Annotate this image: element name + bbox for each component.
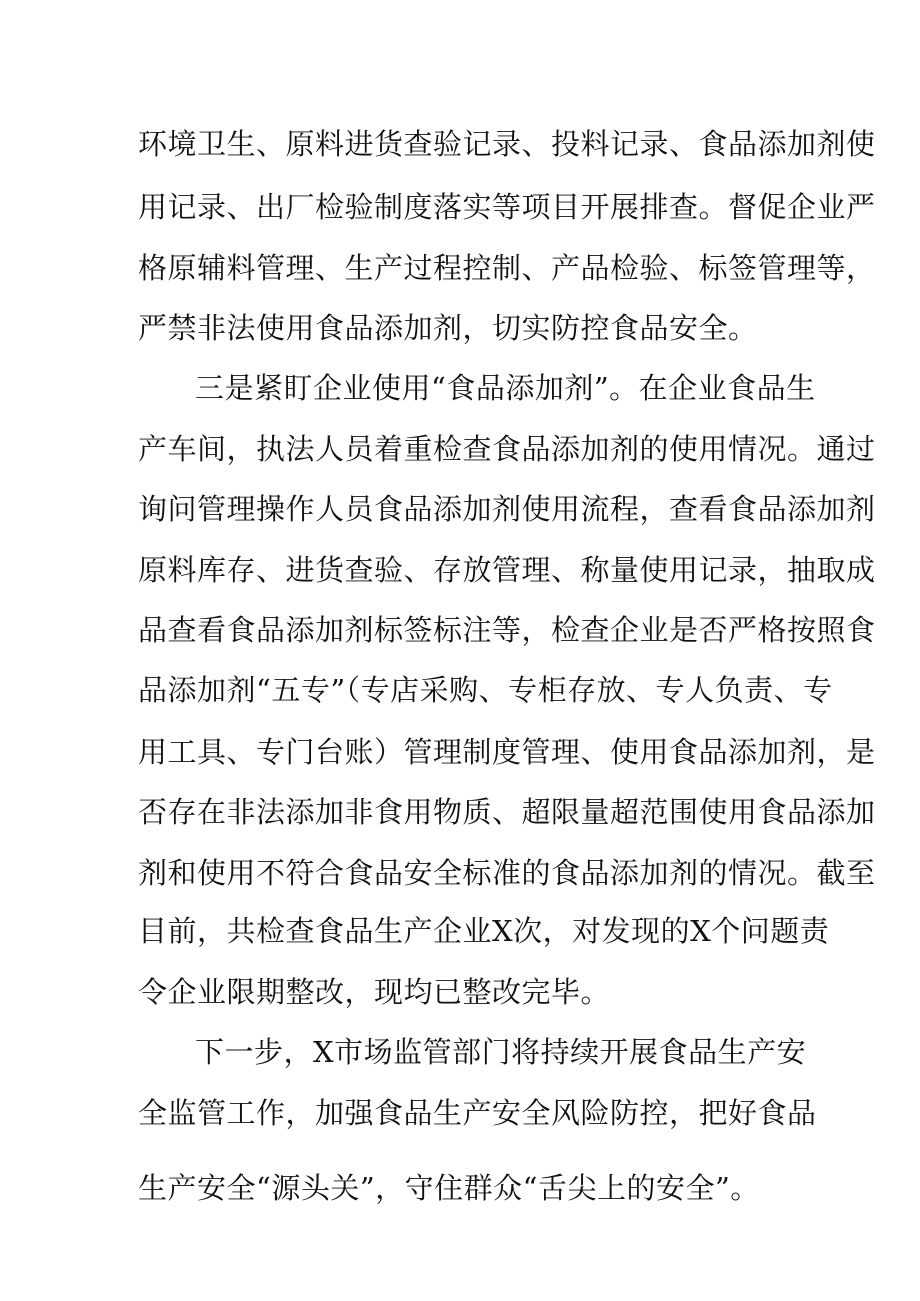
text-line: 品查看食品添加剂标签标注等，检查企业是否严格按照食 bbox=[138, 613, 876, 647]
text-line: 原料库存、进货查验、存放管理、称量使用记录，抽取成 bbox=[138, 553, 876, 587]
text-line: 用工具、专门台账）管理制度管理、使用食品添加剂，是 bbox=[138, 735, 876, 769]
text-line: 询问管理操作人员食品添加剂使用流程，查看食品添加剂 bbox=[138, 492, 876, 526]
text-line: 品添加剂“五专”（专店采购、专柜存放、专人负责、专 bbox=[138, 673, 833, 707]
text-line: 三是紧盯企业使用“食品添加剂”。在企业食品生 bbox=[195, 371, 816, 405]
text-line: 令企业限期整改，现均已整改完毕。 bbox=[138, 975, 611, 1009]
text-line: 目前，共检查食品生产企业X次，对发现的X个问题责 bbox=[138, 914, 830, 948]
text-line: 否存在非法添加非食用物质、超限量超范围使用食品添加 bbox=[138, 795, 876, 829]
text-line: 生产安全“源头关”，守住群众“舌尖上的安全”。 bbox=[138, 1171, 760, 1205]
text-line: 产车间，执法人员着重检查食品添加剂的使用情况。通过 bbox=[138, 432, 876, 466]
text-line: 下一步，X市场监管部门将持续开展食品生产安 bbox=[195, 1035, 807, 1069]
text-line: 剂和使用不符合食品安全标准的食品添加剂的情况。截至 bbox=[138, 856, 876, 890]
text-line: 严禁非法使用食品添加剂，切实防控食品安全。 bbox=[138, 311, 758, 345]
text-line: 用记录、出厂检验制度落实等项目开展排查。督促企业严 bbox=[138, 190, 876, 224]
text-line: 全监管工作，加强食品生产安全风险防控，把好食品 bbox=[138, 1096, 817, 1130]
text-line: 格原辅料管理、生产过程控制、产品检验、标签管理等， bbox=[138, 251, 876, 285]
text-line: 环境卫生、原料进货查验记录、投料记录、食品添加剂使 bbox=[138, 127, 876, 161]
